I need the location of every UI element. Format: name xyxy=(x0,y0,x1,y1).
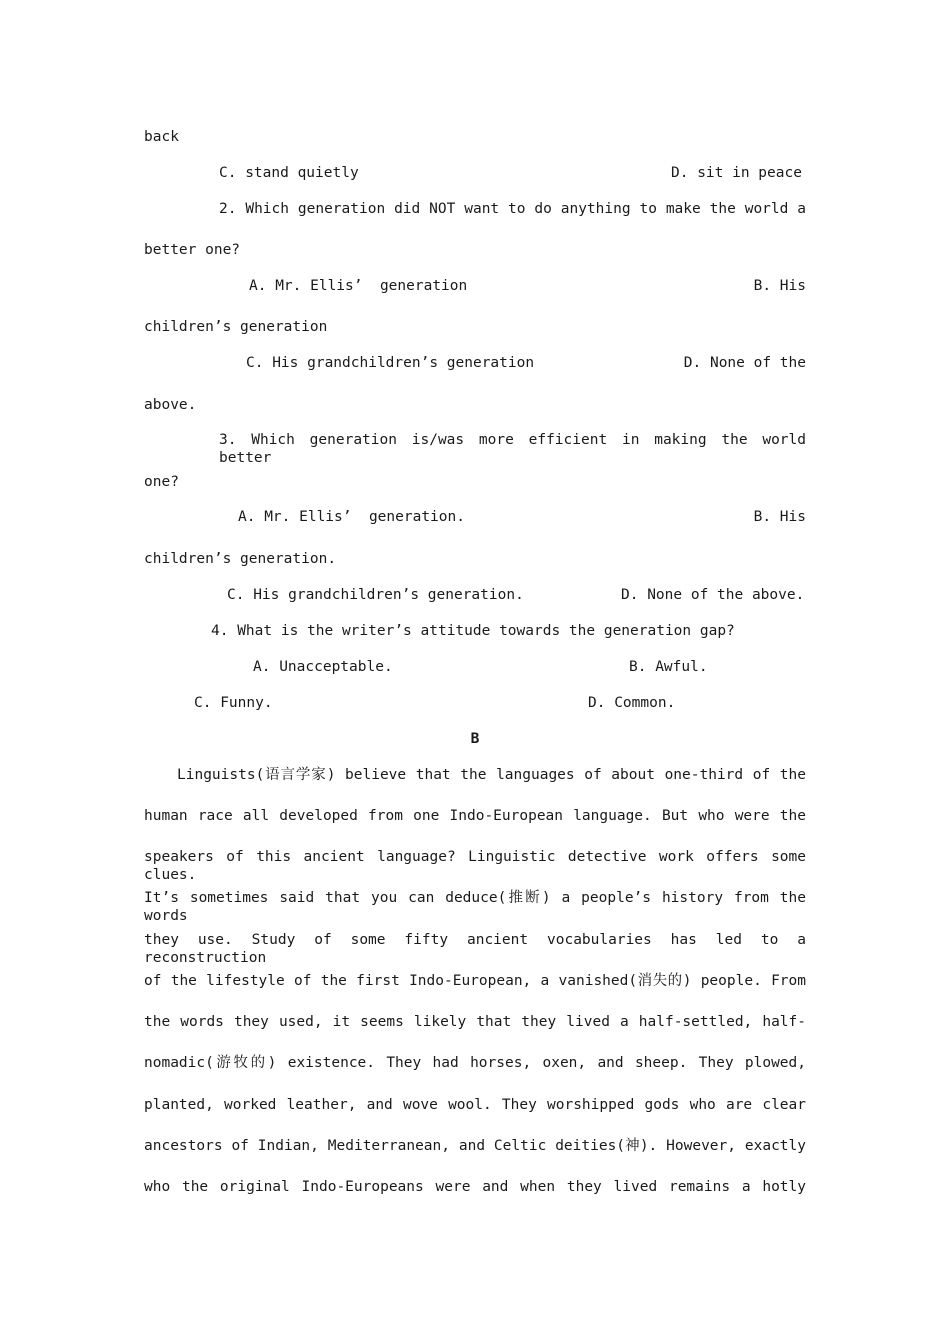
passage-line: who the original Indo-Europeans were and when they lived remains a hotly xyxy=(144,1179,806,1195)
q2-option-a: A. Mr. Ellis’ generation xyxy=(249,278,468,294)
q3-option-d: D. None of the above. xyxy=(621,587,805,603)
q4-option-c: C. Funny. xyxy=(194,695,273,711)
passage-line: speakers of this ancient language? Linguistic detective work offers some clues. xyxy=(144,849,806,883)
passage-line: planted, worked leather, and wove wool. They worshipped gods who are clear xyxy=(144,1097,806,1113)
passage-line: Linguists(语言学家) believe that the languages of about one-third of the xyxy=(177,767,806,783)
q3-option-b: B. His xyxy=(753,509,806,525)
q2-option-b: B. His xyxy=(753,278,806,294)
q2-stem: 2. Which generation did NOT want to do anything to make the world a xyxy=(219,201,806,217)
section-b-heading: B xyxy=(470,731,480,747)
q1-stem-continuation: back xyxy=(144,129,179,145)
q2-option-d: D. None of the xyxy=(683,355,806,371)
q3-option-a: A. Mr. Ellis’ generation. xyxy=(238,509,465,525)
passage-line: they use. Study of some fifty ancient vocabularies has led to a reconstruction xyxy=(144,932,806,966)
q3-stem-continuation: one? xyxy=(144,474,179,490)
q1-option-c: C. stand quietly xyxy=(219,165,359,181)
passage-line: nomadic(游牧的) existence. They had horses, oxen, and sheep. They plowed, xyxy=(144,1055,806,1071)
q2-option-d-continuation: above. xyxy=(144,397,197,413)
q2-stem-continuation: better one? xyxy=(144,242,241,258)
q2-option-b-continuation: children’s generation xyxy=(144,319,328,335)
passage-line: It’s sometimes said that you can deduce(推断) a people’s history from the words xyxy=(144,890,806,924)
q1-option-d: D. sit in peace xyxy=(671,165,802,181)
q3-option-b-continuation: children’s generation. xyxy=(144,551,337,567)
q3-option-c: C. His grandchildren’s generation. xyxy=(227,587,524,603)
q4-option-d: D. Common. xyxy=(588,695,676,711)
q3-stem: 3. Which generation is/was more efficient in making the world better xyxy=(219,432,806,466)
passage-line: the words they used, it seems likely that they lived a half-settled, half- xyxy=(144,1014,806,1030)
q4-stem: 4. What is the writer’s attitude towards the generation gap? xyxy=(211,623,735,639)
passage-line: human race all developed from one Indo-European language. But who were the xyxy=(144,808,806,824)
passage-line: ancestors of Indian, Mediterranean, and Celtic deities(神). However, exactly xyxy=(144,1138,806,1154)
q2-option-c: C. His grandchildren’s generation xyxy=(246,355,535,371)
q4-option-a: A. Unacceptable. xyxy=(253,659,393,675)
q4-option-b: B. Awful. xyxy=(629,659,708,675)
passage-line: of the lifestyle of the first Indo-European, a vanished(消失的) people. From xyxy=(144,973,806,989)
